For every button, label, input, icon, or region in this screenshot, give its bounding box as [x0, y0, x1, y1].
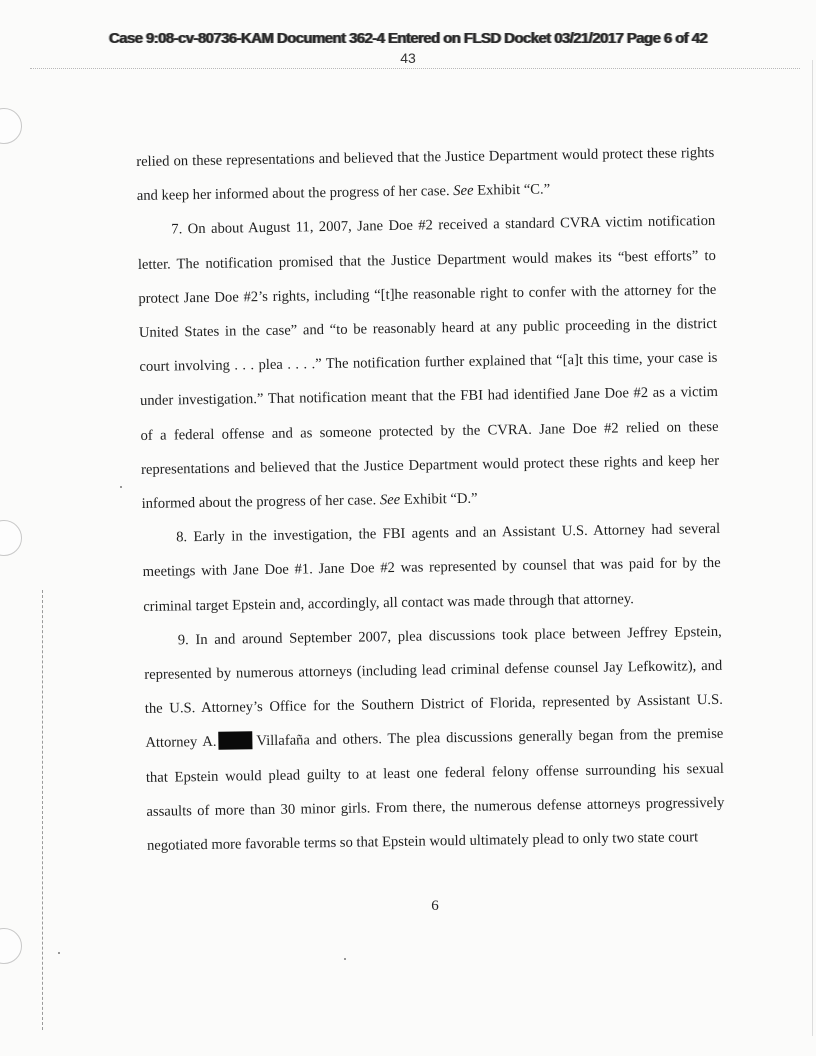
scan-speck: [120, 486, 122, 488]
page-number: 6: [431, 898, 439, 914]
scan-right-edge: [812, 60, 813, 1036]
see-signal: See: [379, 491, 401, 509]
paragraph-9: 9. In and around September 2007, plea discussions took place between Jeffrey Epstein, represented by numerous attorneys (including lead criminal defense counsel Jay Lefkowitz), and the U.S. Attorney’s Office for the Southern District of Florida, represented by Assistant U.S. Attorney A. Villafaña and others. The plea discussions generally began from the premise that Epstein would plead guilty to at least one federal felony offense surrounding his sexual assaults of more than 30 minor girls. From there, the numerous defense attorneys progressively negotiated more favorable terms so that Epstein would ultimately plead to only two state court: [144, 623, 725, 854]
paragraph-7: 7. On about August 11, 2007, Jane Doe #2 received a standard CVRA victim notification letter. The notification promised that the Justice Department would makes its “best efforts” to protect Jane Doe #2’s rights, including “[t]he reasonable right to confer with the attorney for the United States in the case” and “to be reasonably heard at any public proceeding in the district court involving . . . plea . . . .” The notification further explained that “[a]t this time, your case is under investigation.” That notification meant that the FBI had identified Jane Doe #2 as a victim of a federal offense and as someone protected by the CVRA. Jane Doe #2 relied on these representations and believed that the Justice Department would protect these rights and keep her informed about the progress of her case. See Exhibit “D.”: [137, 213, 720, 512]
exhibit-page-number: 43: [400, 50, 416, 66]
redaction-box: [218, 732, 252, 751]
punch-hole-top: [0, 108, 22, 144]
punch-hole-bottom: [0, 928, 22, 964]
scan-speck: [58, 952, 60, 954]
scan-speck: [344, 958, 346, 960]
punch-hole-middle: [0, 520, 22, 556]
case-header-stamp: Case 9:08-cv-80736-KAM Document 362-4 Entered on FLSD Docket 03/21/2017 Page 6 of 42: [108, 30, 708, 47]
paragraph-continuation: relied on these representations and believed that the Justice Department would protect these rights and keep her informed about the progress of her case. See Exhibit “C.”: [136, 144, 715, 205]
header-divider: [30, 68, 800, 69]
scan-edge-mark: [42, 590, 43, 1030]
document-body: [136, 136, 725, 863]
paragraph-8: 8. Early in the investigation, the FBI agents and an Assistant U.S. Attorney had several meetings with Jane Doe #1. Jane Doe #2 was represented by counsel that was paid for by the criminal target Epstein and, accordingly, all contact was made through that attorney.: [142, 521, 721, 615]
see-signal: See: [453, 182, 474, 200]
